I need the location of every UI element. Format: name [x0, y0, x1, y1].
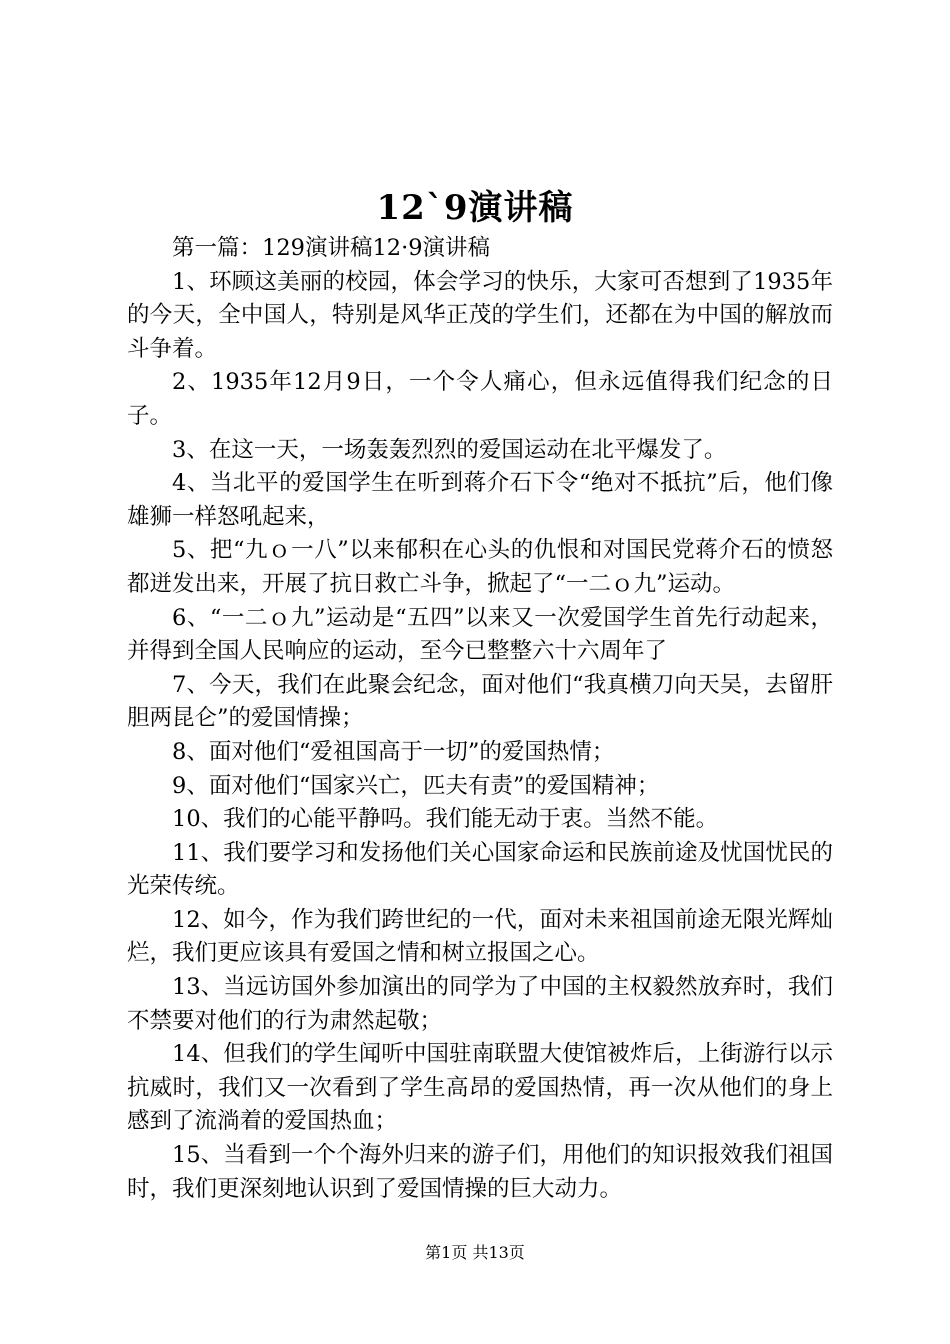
- page-footer: 第1页 共13页: [425, 1243, 525, 1262]
- paragraph: 3、在这一天，一场轰轰烈烈的爱国运动在北平爆发了。: [172, 436, 727, 463]
- paragraph: 13、当远访国外参加演出的同学为了中国的主权毅然放弃时，我们不禁要对他们的行为肃然起敬；: [127, 974, 833, 1034]
- paragraph: 14、但我们的学生闻听中国驻南联盟大使馆被炸后，上街游行以示抗威时，我们又一次看到了学生高昂的爱国热情，再一次从他们的身上感到了流淌着的爱国热血；: [127, 1041, 833, 1135]
- paragraph: 8、面对他们“爱祖国高于一切”的爱国热情；: [172, 738, 615, 765]
- paragraph: 1、环顾这美丽的校园，体会学习的快乐，大家可否想到了1935年的今天，全中国人，特别是风华正茂的学生们，还都在为中国的解放而斗争着。: [127, 268, 833, 362]
- document-body: [127, 232, 833, 1206]
- paragraph: 12、如今，作为我们跨世纪的一代，面对未来祖国前途无限光辉灿烂，我们更应该具有爱国之情和树立报国之心。: [127, 906, 833, 967]
- paragraph: 15、当看到一个个海外归来的游子们，用他们的知识报效我们祖国时，我们更深刻地认识到了爱国情操的巨大动力。: [127, 1142, 833, 1202]
- paragraph: 7、今天，我们在此聚会纪念，面对他们“我真横刀向天吴，去留肝胆两昆仑”的爱国情操；: [127, 671, 833, 732]
- paragraph: 10、我们的心能平静吗。我们能无动于衷。当然不能。: [172, 806, 719, 833]
- paragraph: 11、我们要学习和发扬他们关心国家命运和民族前途及忧国忧民的光荣传统。: [127, 839, 833, 900]
- paragraph: 4、当北平的爱国学生在听到蒋介石下令“绝对不抵抗”后，他们像雄狮一样怒吼起来，: [127, 470, 833, 530]
- page-title: 12`9演讲稿: [376, 188, 574, 228]
- paragraph: 2、1935年12月9日，一个令人痛心，但永远值得我们纪念的日子。: [127, 369, 833, 429]
- paragraph: 9、面对他们“国家兴亡，匹夫有责”的爱国精神；: [172, 772, 660, 799]
- paragraph: 5、把“九ｏ一八”以来郁积在心头的仇恨和对国民党蒋介石的愤怒都迸发出来，开展了抗日救亡斗争，掀起了“一二ｏ九”运动。: [127, 537, 833, 597]
- subtitle-paragraph: 第一篇：129演讲稿12·9演讲稿: [172, 235, 491, 261]
- paragraph: 6、“一二ｏ九”运动是“五四”以来又一次爱国学生首先行动起来，并得到全国人民响应的运动，至今已整整六十六周年了: [127, 604, 833, 665]
